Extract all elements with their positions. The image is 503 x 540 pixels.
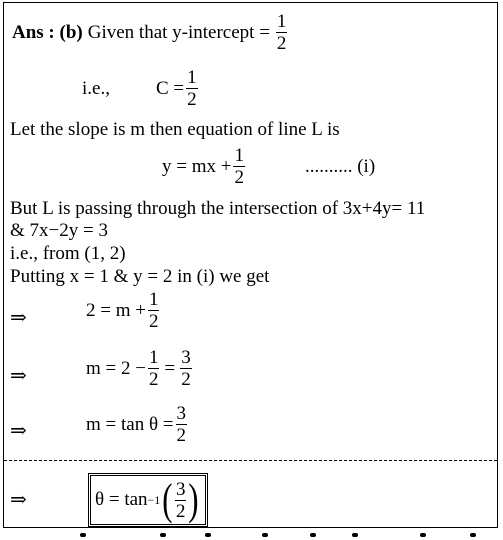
equation-fraction	[233, 145, 245, 188]
answer-label: Ans : (b)	[12, 21, 83, 43]
fraction-numerator: 1	[148, 347, 159, 368]
answer-panel	[3, 2, 498, 528]
cropped-next-line	[0, 531, 503, 540]
fraction-denominator: 2	[276, 33, 287, 54]
final-answer-box	[88, 473, 208, 527]
step-3-fraction	[176, 403, 188, 446]
fraction-denominator: 2	[176, 425, 187, 446]
passing-line-2: & 7x−2y = 3	[10, 220, 108, 241]
fraction-denominator: 2	[234, 167, 244, 188]
c-fraction	[186, 67, 198, 110]
step-2-fraction-b	[180, 347, 192, 390]
dotted-divider	[4, 460, 497, 461]
intercept-fraction	[276, 11, 288, 54]
slope-statement: Let the slope is m then equation of line L is	[10, 119, 340, 140]
fraction-numerator: 1	[234, 145, 244, 166]
step-3	[86, 403, 189, 446]
step-4-fraction	[175, 479, 187, 522]
implies-arrow-icon: ⇒	[10, 420, 27, 442]
intro-line	[12, 11, 289, 54]
equation-tag: .......... (i)	[304, 155, 376, 177]
step-2	[86, 347, 194, 390]
equation-lhs: y = mx +	[162, 155, 232, 177]
fraction-numerator: 1	[187, 67, 197, 88]
step-1-fraction	[148, 289, 160, 332]
fraction-denominator: 2	[148, 369, 159, 390]
implies-arrow-icon: ⇒	[10, 307, 27, 329]
from-point-line: i.e., from (1, 2)	[10, 243, 126, 264]
fraction-denominator: 2	[175, 500, 186, 522]
step-2-lhs: m = 2 −	[86, 357, 146, 379]
fraction-denominator: 2	[187, 89, 197, 110]
fraction-denominator: 2	[181, 369, 191, 390]
passing-line-1: But L is passing through the intersection of 3x+4y= 11	[10, 198, 426, 219]
fraction-numerator: 3	[176, 403, 187, 424]
putting-line: Putting x = 1 & y = 2 in (i) we get	[10, 266, 270, 287]
ie-text: i.e.,	[82, 77, 110, 99]
fraction-denominator: 2	[148, 311, 159, 332]
step-1-lhs: 2 = m +	[86, 299, 146, 321]
step-1	[86, 289, 161, 332]
fraction-numerator: 1	[148, 289, 159, 310]
implies-arrow-icon: ⇒	[10, 365, 27, 387]
implies-arrow-icon: ⇒	[10, 489, 27, 511]
given-text: Given that y-intercept =	[87, 21, 270, 43]
step-2-equals: =	[164, 357, 176, 379]
c-equation: C =	[155, 77, 185, 99]
step-2-fraction-a	[148, 347, 160, 390]
step-3-lhs: m = tan θ =	[86, 413, 174, 435]
inverse-superscript: −1	[147, 492, 161, 507]
fraction-numerator: 1	[276, 11, 287, 32]
equation-i	[162, 145, 375, 188]
right-paren: )	[188, 475, 199, 524]
left-paren: (	[162, 475, 173, 524]
fraction-numerator: 3	[175, 478, 186, 500]
step-4-lhs: θ = tan	[95, 489, 148, 510]
ie-line	[82, 67, 200, 110]
fraction-numerator: 3	[181, 347, 191, 368]
